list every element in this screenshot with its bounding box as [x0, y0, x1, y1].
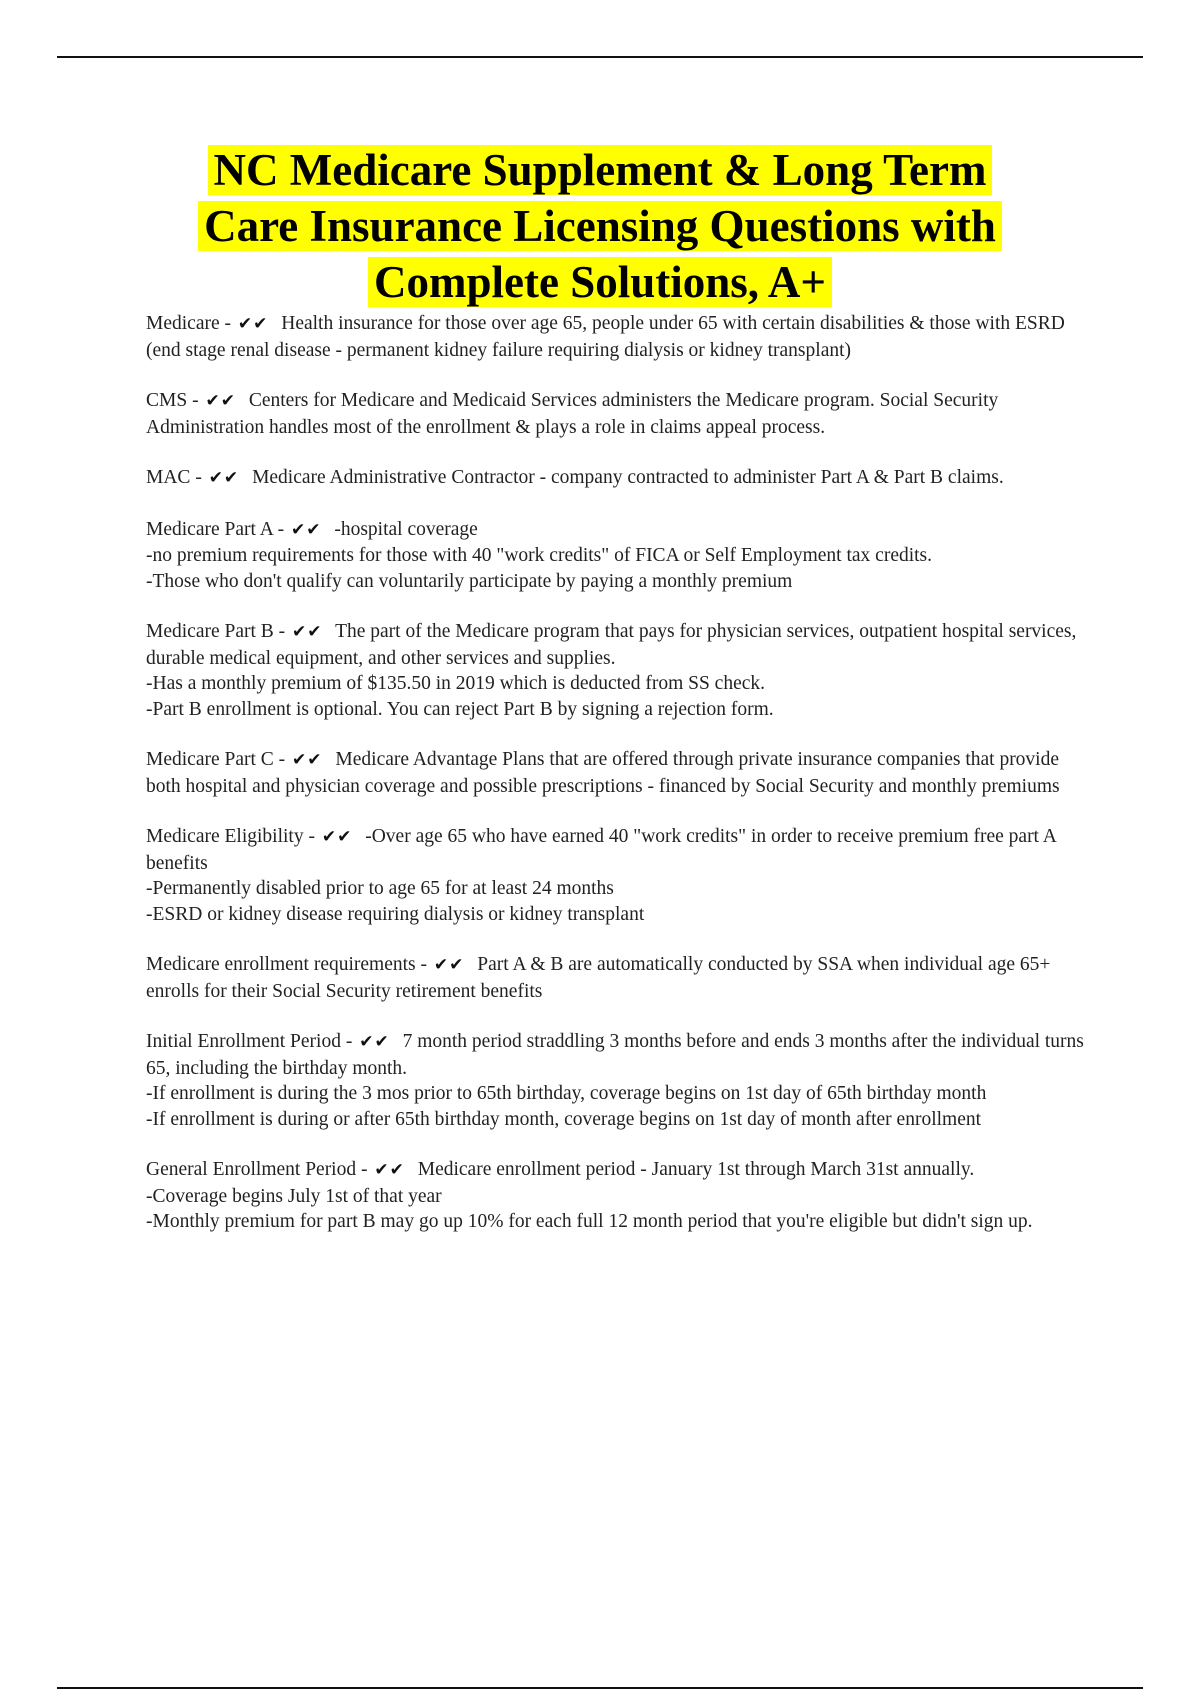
entry-term: Medicare [146, 313, 220, 334]
document-title [100, 142, 1100, 310]
entry-term: CMS [146, 390, 188, 411]
entry-term: General Enrollment Period [146, 1159, 357, 1180]
entry-term: MAC [146, 467, 191, 488]
entry-detail-line: -Permanently disabled prior to age 65 for at least 24 months [146, 878, 614, 899]
check-mark-icon: ✔✔ [292, 622, 323, 642]
check-mark-icon: ✔✔ [237, 314, 269, 334]
entry-definition: The part of the Medicare program that pays for physician services, outpatient hospital services, durable medical equipment, and other services and supplies. [146, 621, 1077, 669]
entry-term: Medicare Part C [146, 749, 274, 770]
entry-initial-enrollment-period: Initial Enrollment Period - ✔✔ 7 month period straddling 3 months before and ends 3 months after the individual turns 65, including the birthday month. -If enrollment is during the 3 mos prior to 65th birthday, coverage begins on 1st day of 65th birthday month -If enrollment is during or after 65th birthday month, coverage begins on 1st day of month after enrollment [146, 1029, 1094, 1132]
entry-detail-line: -Coverage begins July 1st of that year [146, 1185, 442, 1207]
entry-definition: Part A & B are automatically conducted by SSA when individual age 65+ enrolls for their Social Security retirement benefits [146, 954, 1051, 1002]
check-mark-icon: ✔✔ [321, 827, 353, 847]
check-mark-icon: ✔✔ [433, 955, 465, 975]
top-rule [57, 56, 1143, 58]
entry-definition: Health insurance for those over age 65, people under 65 with certain disabilities & those with ESRD (end stage renal disease - permanent kidney failure requiring dialysis or kidney transplant) [146, 313, 1065, 361]
entry-detail-line: -If enrollment is during or after 65th birthday month, coverage begins on 1st day of month after enrollment [146, 1108, 982, 1130]
title-line-3: Complete Solutions, A+ [368, 257, 832, 307]
entry-general-enrollment-period: General Enrollment Period - ✔✔ Medicare enrollment period - January 1st through March 31st annually. -Coverage begins July 1st of that year -Monthly premium for part B may go up 10% for each full 12 month period that you're eligible but didn't sign up. [146, 1157, 1094, 1235]
entry-medicare-enrollment-requirements: Medicare enrollment requirements - ✔✔ Part A & B are automatically conducted by SSA when individual age 65+ enrolls for their Social Security retirement benefits [146, 954, 1051, 1002]
entry-detail-line: -Has a monthly premium of $135.50 in 2019 which is deducted from SS check. [146, 673, 766, 694]
entry-definition: Centers for Medicare and Medicaid Services administers the Medicare program. Social Security Administration handles most of the enrollment & plays a role in claims appeal process. [146, 390, 999, 438]
entry-medicare-eligibility: Medicare Eligibility - ✔✔ -Over age 65 who have earned 40 "work credits" in order to receive premium free part A benefits -Permanently disabled prior to age 65 for at least 24 months -ESRD or kidney disease requiring dialysis or kidney transplant [146, 824, 1094, 927]
entry-detail-line: -no premium requirements for those with 40 "work credits" of FICA or Self Employment tax credits. [146, 545, 933, 566]
check-mark-icon: ✔✔ [292, 750, 323, 770]
bottom-rule [57, 1687, 1143, 1689]
entry-term: Medicare Part B [146, 621, 274, 642]
entry-term: Initial Enrollment Period [146, 1031, 341, 1052]
flashcard-list [146, 311, 1094, 1260]
entry-medicare-part-b: Medicare Part B - ✔✔ The part of the Medicare program that pays for physician services, outpatient hospital services, durable medical equipment, and other services and supplies. -Has a monthly premium of $135.50 in 2019 which is deducted from SS check. -Part B enrollment is optional. You can reject Part B by signing a rejection form. [146, 619, 1094, 722]
entry-medicare-part-a: Medicare Part A - ✔✔ -hospital coverage -no premium requirements for those with 40 "work credits" of FICA or Self Employment tax credits. -Those who don't qualify can voluntarily participate by paying a monthly premium [146, 517, 1094, 595]
entry-definition: 7 month period straddling 3 months before and ends 3 months after the individual turns 65, including the birthday month. [146, 1031, 1084, 1079]
entry-definition: Medicare Administrative Contractor - company contracted to administer Part A & Part B claims. [252, 467, 1004, 488]
entry-mac: MAC - ✔✔ Medicare Administrative Contractor - company contracted to administer Part A & Part B claims. [146, 467, 1004, 488]
entry-detail-line: -Monthly premium for part B may go up 10% for each full 12 month period that you're eligible but didn't sign up. [146, 1211, 1033, 1232]
check-mark-icon: ✔✔ [205, 391, 236, 411]
check-mark-icon: ✔✔ [374, 1160, 405, 1180]
entry-cms: CMS - ✔✔ Centers for Medicare and Medicaid Services administers the Medicare program. Social Security Administration handles most of the enrollment & plays a role in claims appeal process. [146, 390, 999, 438]
entry-term: Medicare Part A [146, 518, 273, 540]
entry-definition: -Over age 65 who have earned 40 "work credits" in order to receive premium free part A benefits [146, 826, 1056, 874]
entry-term: Medicare enrollment requirements [146, 954, 416, 975]
title-line-2: Care Insurance Licensing Questions with [198, 201, 1002, 251]
entry-detail-line: -Those who don't qualify can voluntarily participate by paying a monthly premium [146, 570, 793, 592]
entry-medicare: Medicare - ✔✔ Health insurance for those over age 65, people under 65 with certain disabilities & those with ESRD (end stage renal disease - permanent kidney failure requiring dialysis or kidney transplant) [146, 313, 1065, 361]
entry-medicare-part-c: Medicare Part C - ✔✔ Medicare Advantage Plans that are offered through private insurance companies that provide both hospital and physician coverage and possible prescriptions - financed by Social Security and monthly premiums [146, 749, 1060, 797]
entry-detail-line: -Part B enrollment is optional. You can reject Part B by signing a rejection form. [146, 698, 774, 720]
check-mark-icon: ✔✔ [208, 468, 240, 488]
entry-detail-line: -If enrollment is during the 3 mos prior to 65th birthday, coverage begins on 1st day of 65th birthday month [146, 1083, 987, 1104]
entry-term: Medicare Eligibility [146, 826, 304, 847]
entry-definition: -hospital coverage [334, 518, 478, 540]
check-mark-icon: ✔✔ [290, 519, 322, 540]
title-line-1: NC Medicare Supplement & Long Term [208, 145, 993, 195]
entry-definition: Medicare Advantage Plans that are offered through private insurance companies that provide both hospital and physician coverage and possible prescriptions - financed by Social Security and monthly premiums [146, 749, 1060, 797]
entry-definition: Medicare enrollment period - January 1st through March 31st annually. [417, 1159, 975, 1180]
entry-detail-line: -ESRD or kidney disease requiring dialysis or kidney transplant [146, 903, 645, 925]
check-mark-icon: ✔✔ [359, 1032, 390, 1052]
